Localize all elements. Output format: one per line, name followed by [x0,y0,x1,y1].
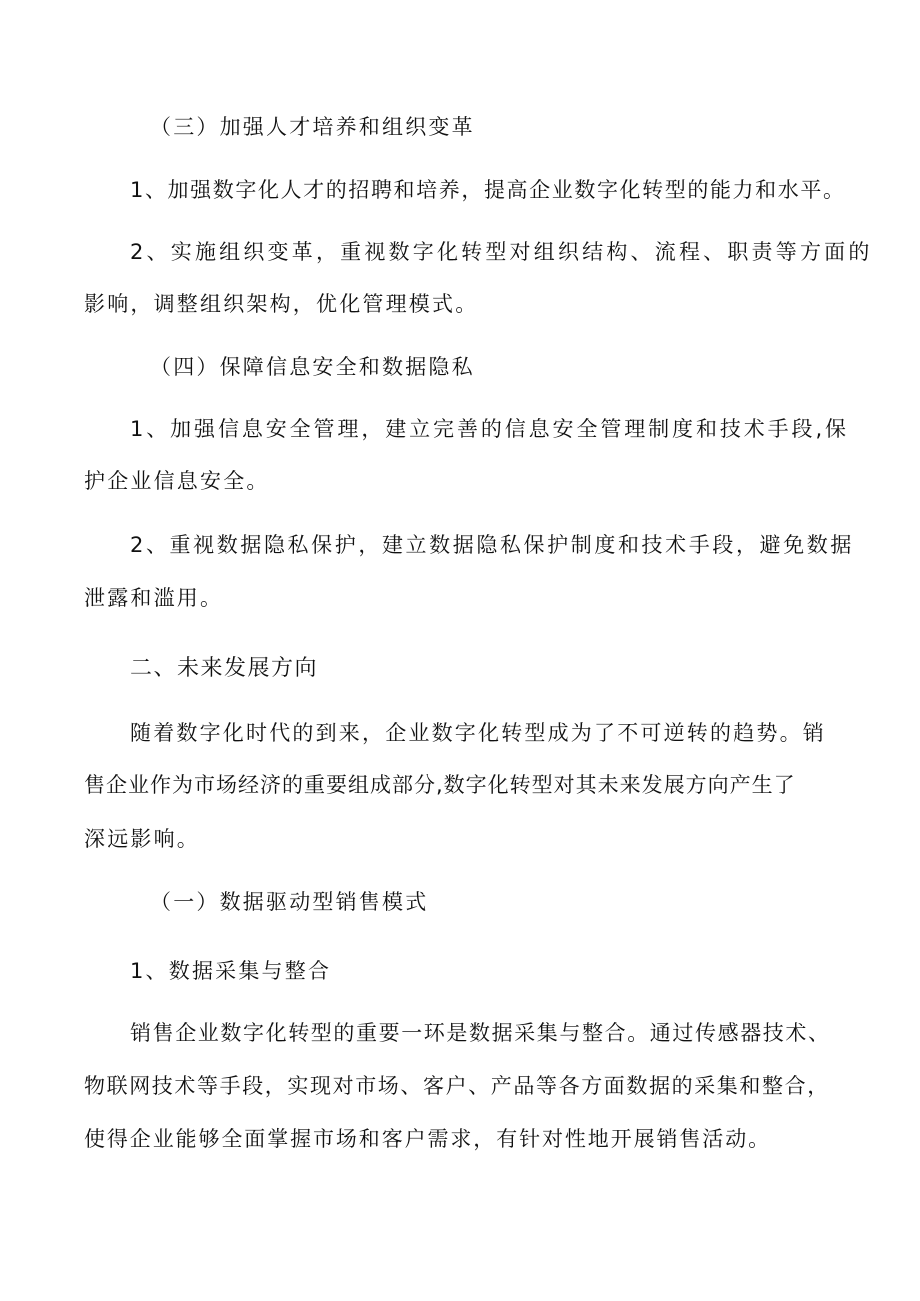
subsubsection-heading: 1、数据采集与整合 [130,959,332,983]
paragraph-line: 2、实施组织变革，重视数字化转型对组织结构、流程、职责等方面的 [130,240,873,264]
paragraph-line: 随着数字化时代的到来，企业数字化转型成为了不可逆转的趋势。销 [130,721,826,745]
paragraph-line: 物联网技术等手段，实现对市场、客户、产品等各方面数据的采集和整合， [84,1074,830,1098]
paragraph-line: 1、加强数字化人才的招聘和培养，提高企业数字化转型的能力和水平。 [130,178,846,202]
subsection-heading: （三）加强人才培养和组织变革 [150,115,475,139]
paragraph-line: 深远影响。 [84,827,200,851]
section-heading: 二、未来发展方向 [130,656,319,681]
paragraph-line: 销售企业数字化转型的重要一环是数据采集与整合。通过传感器技术、 [130,1021,831,1045]
paragraph-line: 泄露和滥用。 [84,586,224,610]
paragraph-line: 1、加强信息安全管理，建立完善的信息安全管理制度和技术手段,保 [130,417,849,441]
subsection-heading: （一）数据驱动型销售模式 [150,890,429,914]
paragraph-line: 使得企业能够全面掌握市场和客户需求，有针对性地开展销售活动。 [84,1127,771,1151]
subsection-heading: （四）保障信息安全和数据隐私 [150,355,475,379]
paragraph-line: 影响，调整组织架构，优化管理模式。 [84,292,479,316]
paragraph-line: 2、重视数据隐私保护，建立数据隐私保护制度和技术手段，避免数据 [130,533,854,557]
paragraph-line: 售企业作为市场经济的重要组成部分,数字化转型对其未来发展方向产生了 [84,773,796,797]
paragraph-line: 护企业信息安全。 [84,469,270,493]
